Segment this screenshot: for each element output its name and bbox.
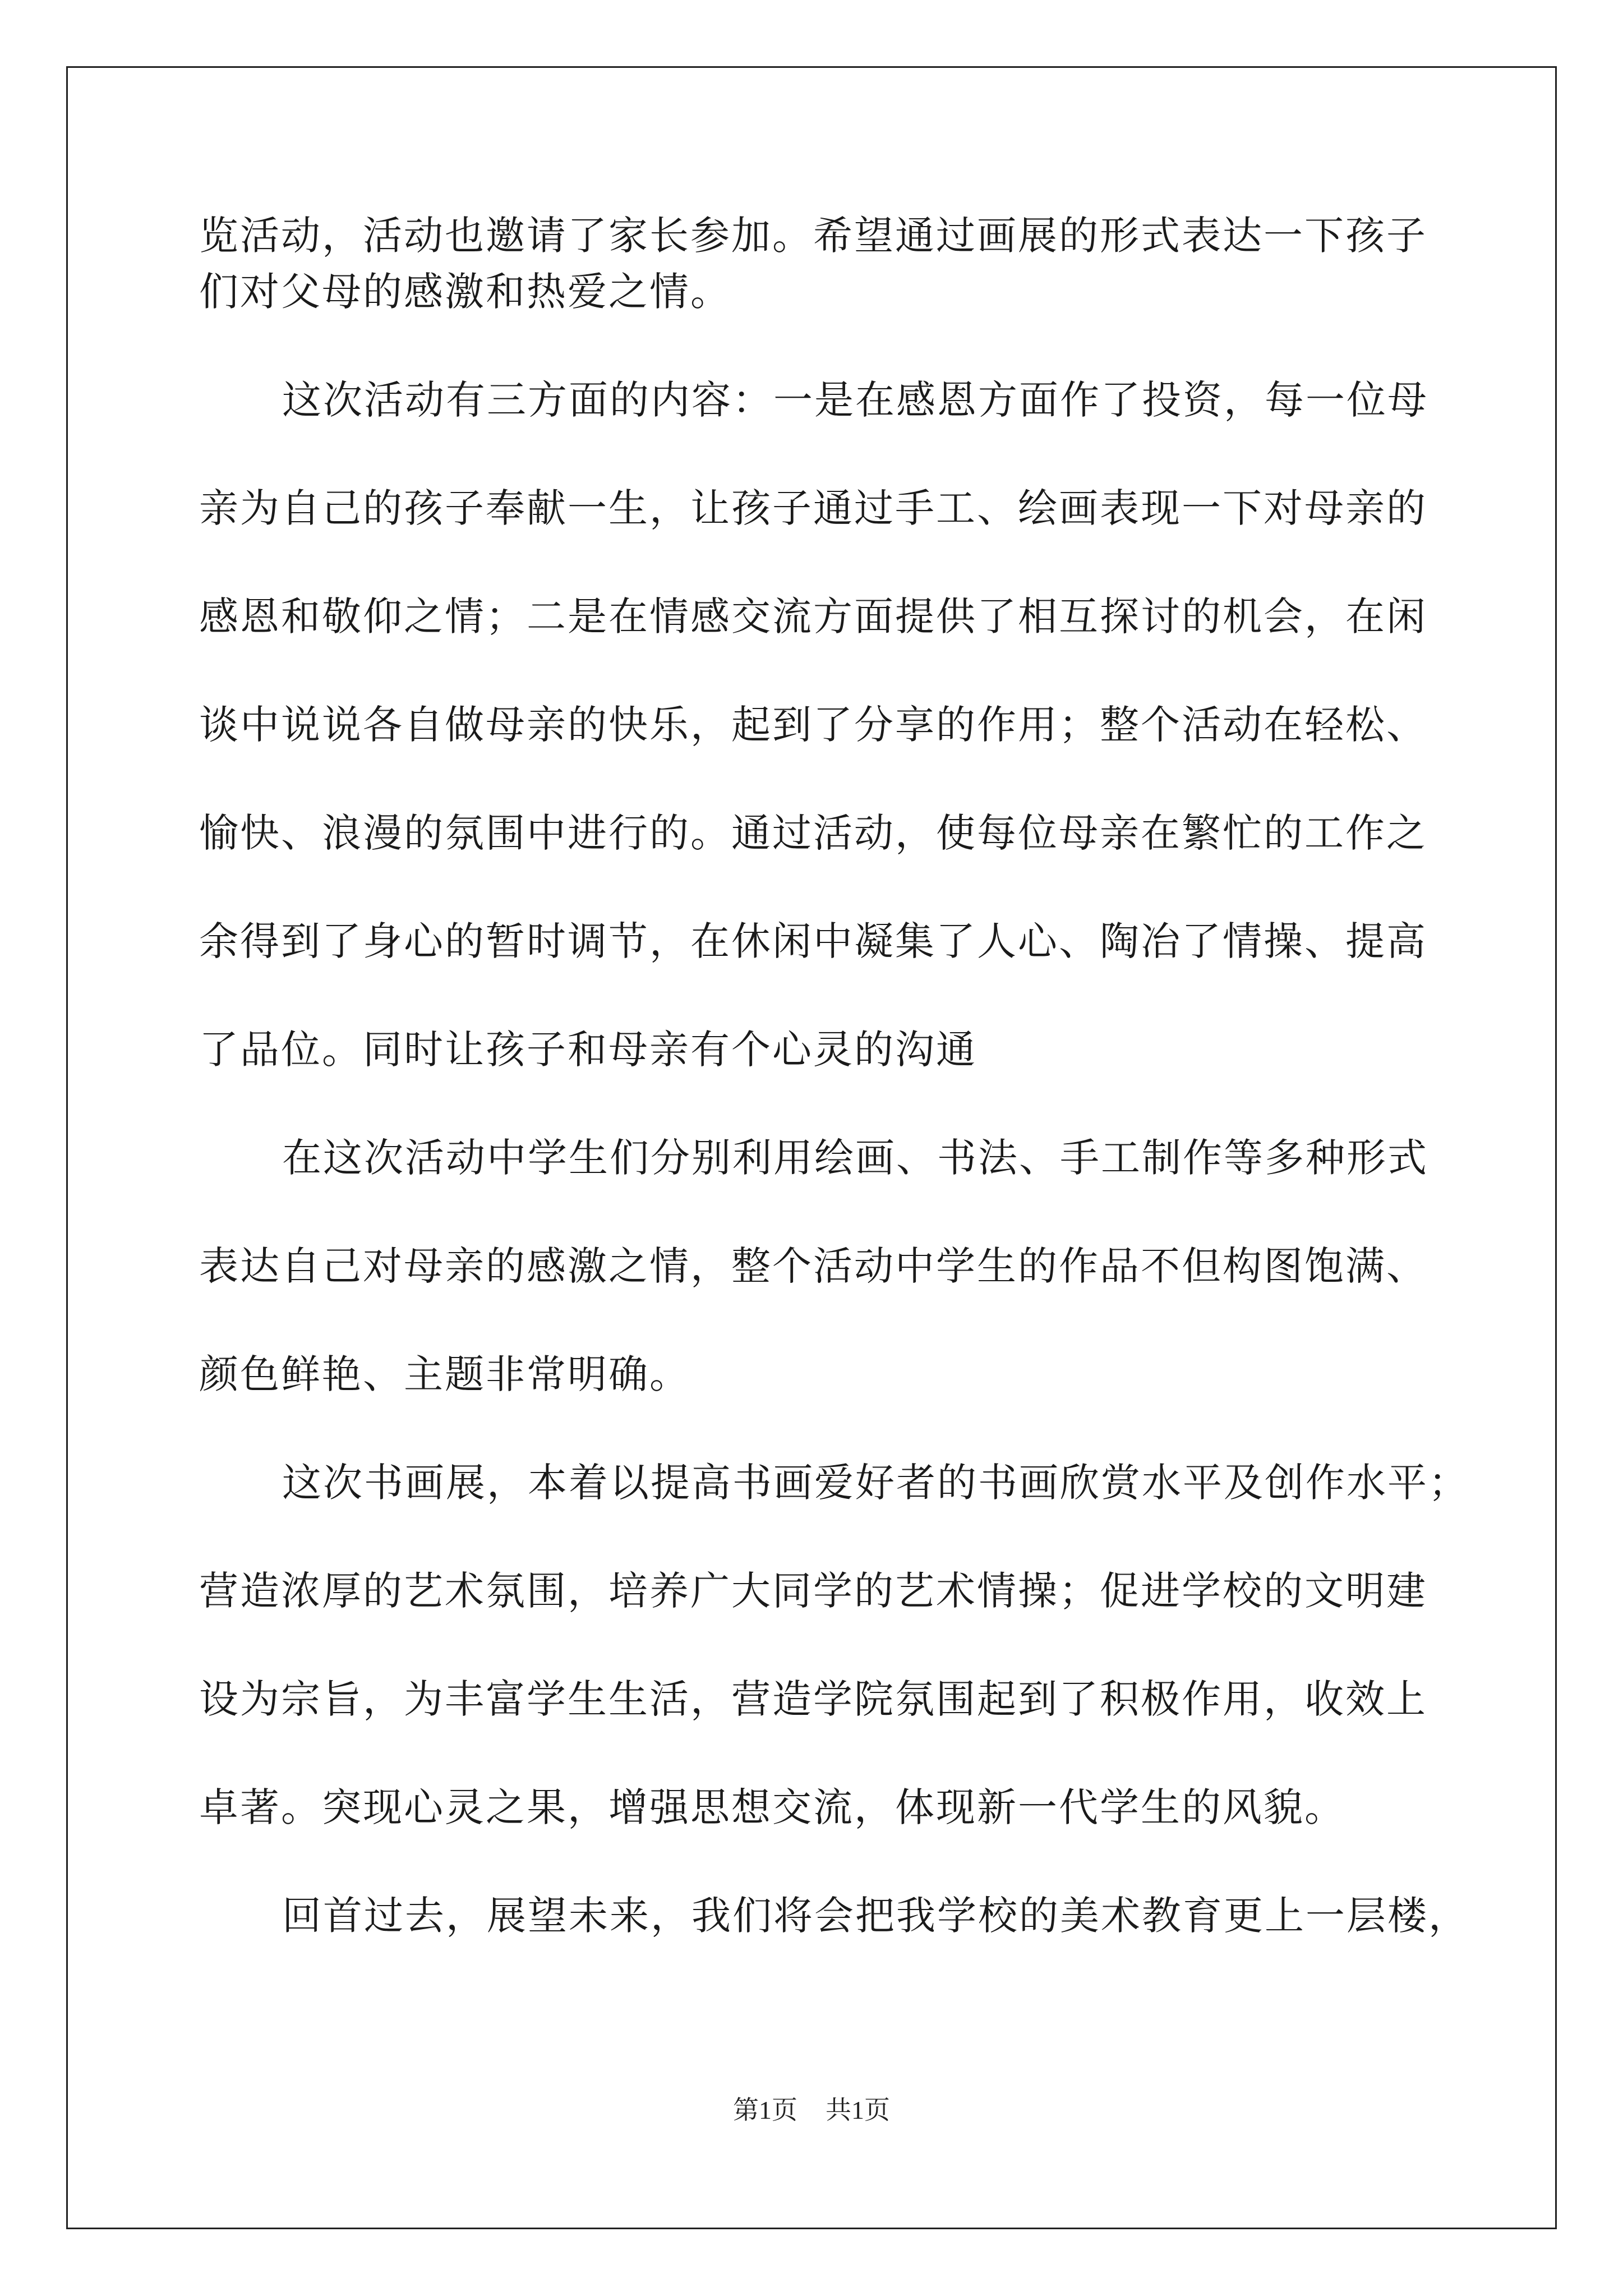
text-line: 这次书画展，本着以提高书画爱好者的书画欣赏水平及创作水平； (282, 1460, 1469, 1506)
text-line: 在这次活动中学生们分别利用绘画、书法、手工制作等多种形式 (282, 1135, 1428, 1181)
page-number: 第1页 (733, 2096, 797, 2124)
text-line: 颜色鲜艳、主题非常明确。 (199, 1351, 690, 1397)
text-line: 卓著。突现心灵之果，增强思想交流，体现新一代学生的风貌。 (199, 1784, 1345, 1830)
text-line: 回首过去，展望未来，我们将会把我学校的美术教育更上一层楼， (282, 1893, 1469, 1939)
document-body (199, 208, 1469, 1944)
text-line: 了品位。同时让孩子和母亲有个心灵的沟通 (199, 1027, 977, 1073)
page-total: 共1页 (826, 2096, 890, 2124)
paragraph (199, 208, 1450, 320)
text-line: 设为宗旨，为丰富学生生活，营造学院氛围起到了积极作用，收效上 (199, 1676, 1427, 1722)
text-line: 们对父母的感激和热爱之情。 (199, 269, 731, 315)
text-line: 营造浓厚的艺术氛围，培养广大同学的艺术情操；促进学校的文明建 (199, 1568, 1427, 1614)
text-line: 亲为自己的孩子奉献一生，让孩子通过手工、绘画表现一下对母亲的 (199, 485, 1427, 531)
text-line: 感恩和敬仰之情；二是在情感交流方面提供了相互探讨的机会，在闲 (199, 593, 1427, 639)
page-footer (0, 2093, 1623, 2127)
text-line: 表达自己对母亲的感激之情，整个活动中学生的作品不但构图饱满、 (199, 1243, 1427, 1289)
paragraph (199, 1455, 1469, 1835)
text-line: 览活动，活动也邀请了家长参加。希望通过画展的形式表达一下孩子 (199, 213, 1427, 259)
paragraph (199, 372, 1450, 1078)
text-line: 余得到了身心的暂时调节，在休闲中凝集了人心、陶冶了情操、提高 (199, 918, 1427, 964)
paragraph (199, 1888, 1469, 1944)
text-line: 愉快、浪漫的氛围中进行的。通过活动，使每位母亲在繁忙的工作之 (199, 810, 1427, 856)
paragraph (199, 1130, 1450, 1402)
text-line: 这次活动有三方面的内容：一是在感恩方面作了投资，每一位母 (282, 377, 1428, 423)
text-line: 谈中说说各自做母亲的快乐，起到了分享的作用；整个活动在轻松、 (199, 702, 1427, 748)
